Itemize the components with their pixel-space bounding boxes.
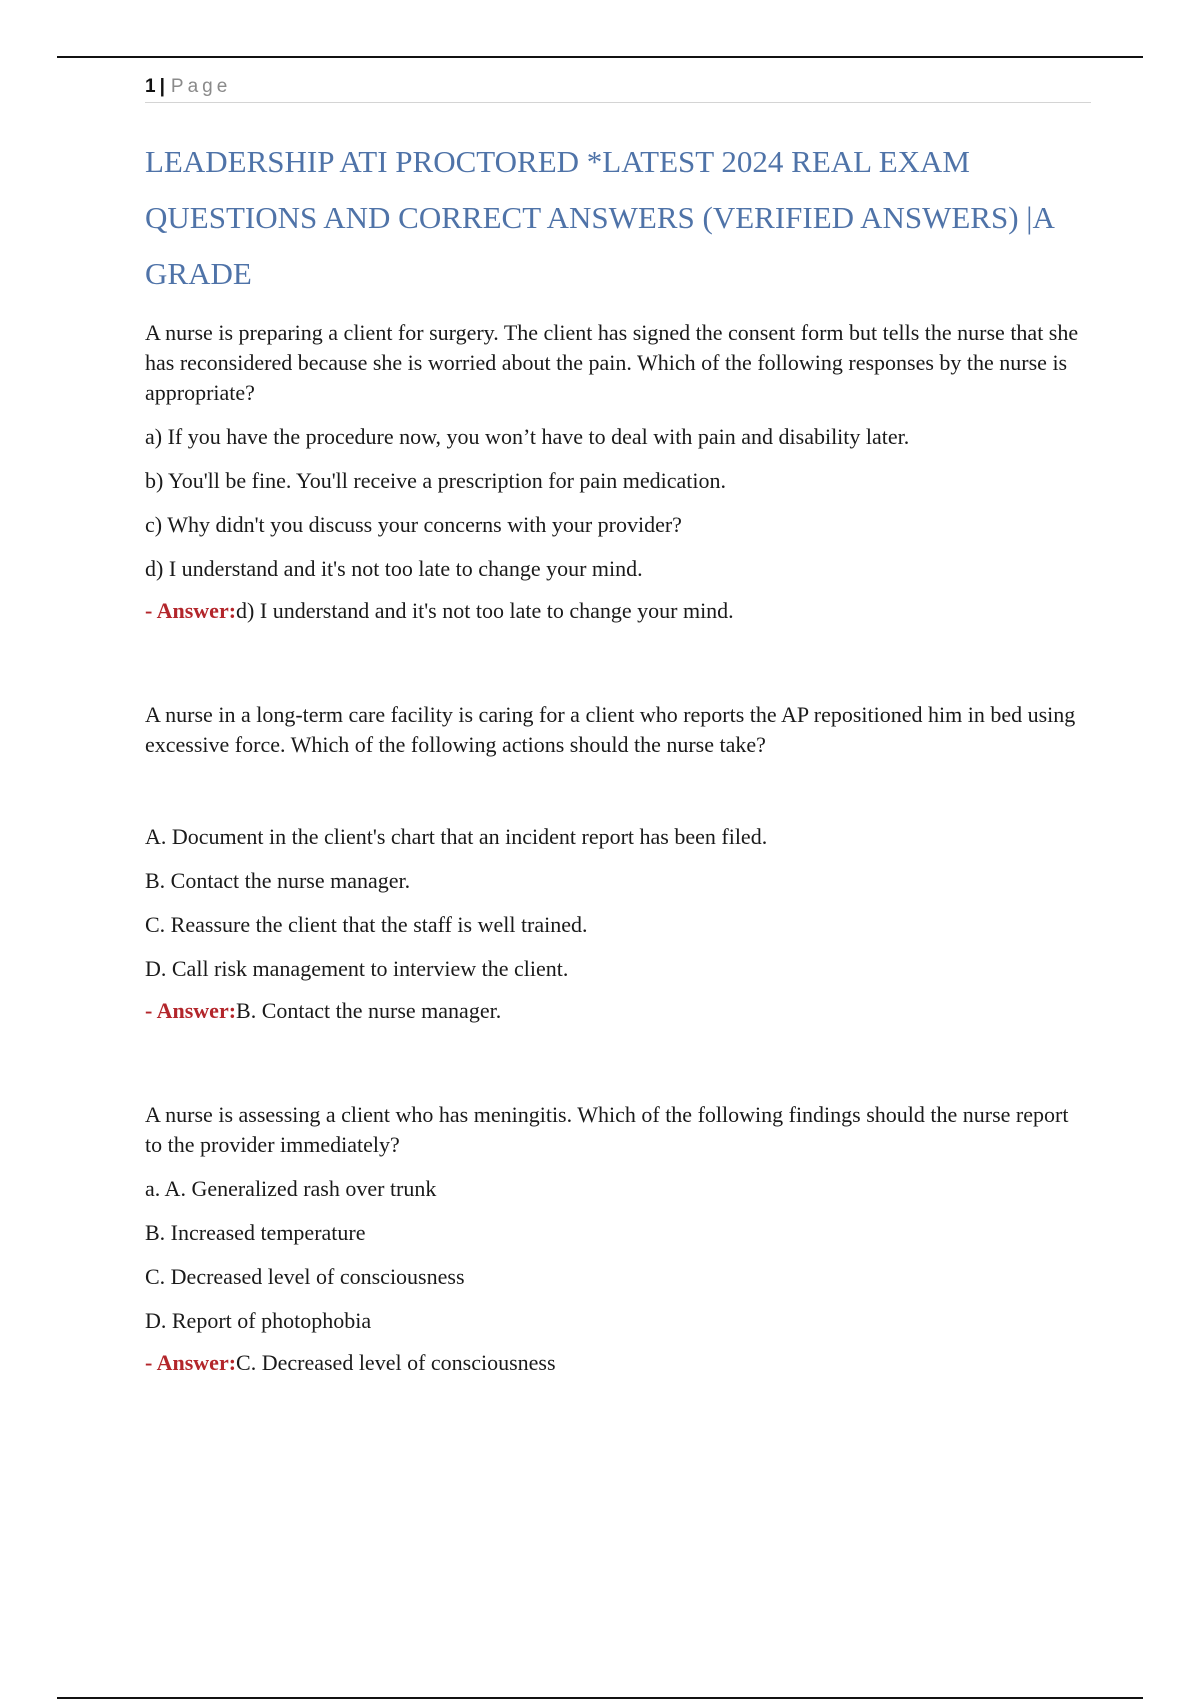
document-body <box>145 134 1091 1378</box>
answer-option: a) If you have the procedure now, you won’t have to deal with pain and disability later. <box>145 424 910 449</box>
answer-option: b) You'll be fine. You'll receive a prescription for pain medication. <box>145 468 727 493</box>
answer-option: D. Report of photophobia <box>145 1308 372 1333</box>
answer-option: A. Document in the client's chart that an incident report has been filed. <box>145 824 768 849</box>
correct-answer <box>145 1348 1091 1378</box>
answer-option: B. Increased temperature <box>145 1220 366 1245</box>
document-title: LEADERSHIP ATI PROCTORED *LATEST 2024 REAL EXAM QUESTIONS AND CORRECT ANSWERS (VERIFIED ANSWERS) |A GRADE <box>145 144 1054 291</box>
answer-option: C. Reassure the client that the staff is well trained. <box>145 912 588 937</box>
answer-option: B. Contact the nurse manager. <box>145 868 411 893</box>
answer-option: D. Call risk management to interview the client. <box>145 956 569 981</box>
answer-text: d) I understand and it's not too late to change your mind. <box>236 598 734 623</box>
question-block-1 <box>145 318 1091 626</box>
answer-label: - Answer: <box>145 598 237 623</box>
answer-text: B. Contact the nurse manager. <box>236 998 502 1023</box>
page-number: 1 <box>145 76 156 97</box>
page-header <box>145 72 1091 103</box>
question-block-3 <box>145 1100 1091 1378</box>
answer-text: C. Decreased level of consciousness <box>236 1350 556 1375</box>
answer-option: C. Decreased level of consciousness <box>145 1264 465 1289</box>
answer-label: - Answer: <box>145 998 237 1023</box>
correct-answer <box>145 596 1091 626</box>
top-rule <box>57 56 1143 58</box>
question-block-2 <box>145 700 1091 1026</box>
correct-answer <box>145 996 1091 1026</box>
answer-option: d) I understand and it's not too late to change your mind. <box>145 556 643 581</box>
question-stem: A nurse in a long-term care facility is caring for a client who reports the AP repositioned him in bed using excessive force. Which of the following actions should the nurse take? <box>145 702 1076 757</box>
answer-label: - Answer: <box>145 1350 237 1375</box>
answer-option: a. A. Generalized rash over trunk <box>145 1176 437 1201</box>
page-separator: | <box>159 76 165 97</box>
answer-option: c) Why didn't you discuss your concerns with your provider? <box>145 512 682 537</box>
question-stem: A nurse is assessing a client who has meningitis. Which of the following findings should the nurse report to the provider immediately? <box>145 1102 1069 1157</box>
bottom-rule <box>57 1697 1143 1699</box>
question-stem: A nurse is preparing a client for surgery. The client has signed the consent form but tells the nurse that she has reconsidered because she is worried about the pain. Which of the following responses by the nurse is appropriate? <box>145 320 1079 405</box>
page-label: Page <box>170 76 232 97</box>
